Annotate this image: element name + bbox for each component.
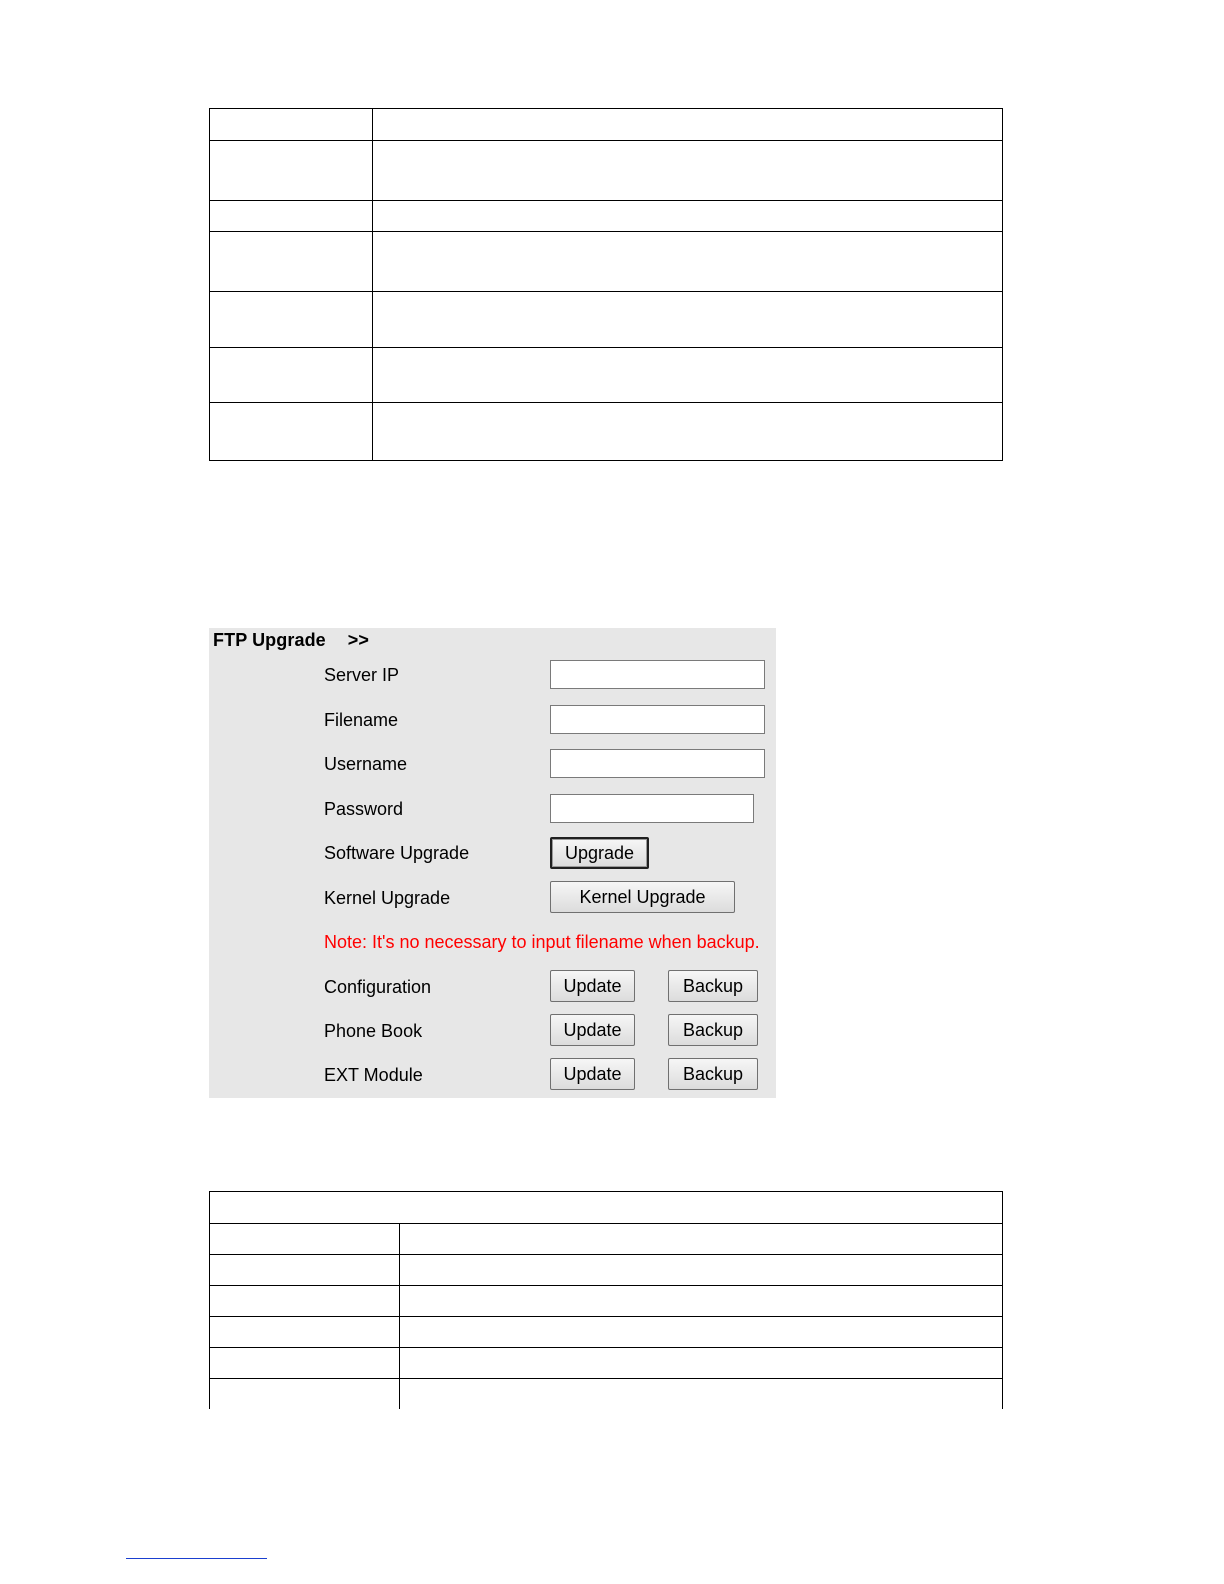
panel-title-arrows: >> <box>347 630 370 650</box>
kernel-upgrade-button[interactable]: Kernel Upgrade <box>550 881 735 913</box>
kernel-upgrade-label: Kernel Upgrade <box>324 888 451 908</box>
table-header-row <box>210 1192 1003 1224</box>
table-row <box>210 201 1003 232</box>
top-table <box>209 108 1003 461</box>
server-ip-input[interactable] <box>550 660 765 689</box>
table-row <box>210 109 1003 141</box>
table-row <box>210 292 1003 348</box>
upgrade-button[interactable]: Upgrade <box>550 837 649 869</box>
table-row <box>210 1224 1003 1255</box>
table-row <box>210 141 1003 201</box>
table-row <box>210 1255 1003 1286</box>
footer-link-underline[interactable] <box>126 1558 267 1559</box>
table-row <box>210 232 1003 292</box>
phone-book-backup-button[interactable]: Backup <box>668 1014 758 1046</box>
software-upgrade-label: Software Upgrade <box>324 843 470 863</box>
phone-book-update-button[interactable]: Update <box>550 1014 635 1046</box>
phone-book-label: Phone Book <box>324 1021 423 1041</box>
table-row <box>210 1379 1003 1409</box>
panel-title <box>213 630 369 651</box>
table-row <box>210 348 1003 403</box>
filename-input[interactable] <box>550 705 765 734</box>
configuration-update-button[interactable]: Update <box>550 970 635 1002</box>
ext-module-update-button[interactable]: Update <box>550 1058 635 1090</box>
password-input[interactable] <box>550 794 754 823</box>
filename-label: Filename <box>324 710 399 730</box>
ext-module-backup-button[interactable]: Backup <box>668 1058 758 1090</box>
username-input[interactable] <box>550 749 765 778</box>
table-row <box>210 403 1003 461</box>
ftp-upgrade-panel <box>209 628 776 1098</box>
configuration-label: Configuration <box>324 977 432 997</box>
panel-title-text: FTP Upgrade <box>213 630 326 650</box>
bottom-table <box>209 1191 1003 1409</box>
table-row <box>210 1348 1003 1379</box>
configuration-backup-button[interactable]: Backup <box>668 970 758 1002</box>
password-label: Password <box>324 799 404 819</box>
username-label: Username <box>324 754 408 774</box>
server-ip-label: Server IP <box>324 665 400 685</box>
table-row <box>210 1286 1003 1317</box>
backup-note: Note: It's no necessary to input filename when backup. <box>324 932 760 952</box>
table-row <box>210 1317 1003 1348</box>
ext-module-label: EXT Module <box>324 1065 423 1085</box>
